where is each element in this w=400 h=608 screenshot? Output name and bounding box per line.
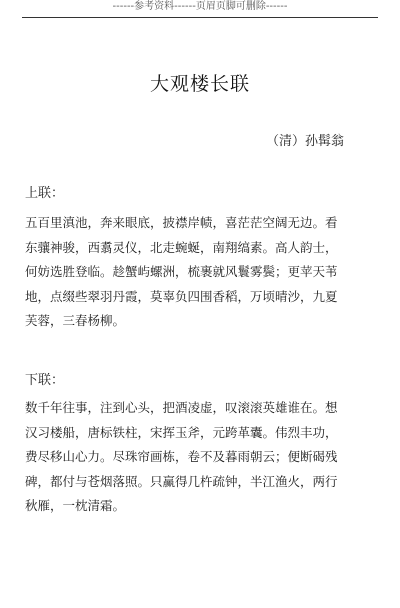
text-line: 地，点缀些翠羽丹霞，莫辜负四围香稻，万顷晴沙，九夏 [25,288,338,304]
document-author: （清）孙髯翁 [266,134,345,149]
text-line: 秋雁，一枕清霜。 [25,498,126,513]
text-line: 芙蓉，三春杨柳。 [25,313,126,328]
page-header [0,0,400,20]
document-title: 大观楼长联 [149,73,250,95]
text-line: 东骧神骏，西翥灵仪，北走蜿蜒，南翔缟素。高人韵士， [25,239,338,255]
text-line: 碑，都付与苍烟落照。只赢得几杵疏钟，半江渔火，两行 [25,473,338,489]
section-body-upper [25,211,375,334]
text-line: 何妨选胜登临。趁蟹屿螺洲，梳裹就风鬟雾鬓；更苹天苇 [25,264,338,279]
text-line: 五百里滇池，奔来眼底，披襟岸帻，喜茫茫空阔无边。看 [25,215,338,230]
section-label-upper: 上联： [25,186,65,201]
text-line: 数千年往事，注到心头，把酒凌虚，叹滚滚英雄谁在。想 [25,400,338,415]
header-text: ------参考资料------页眉页脚可删除------ [112,1,288,12]
section-body-lower [25,396,375,519]
section-label-lower: 下联： [25,373,65,388]
text-line: 汉习楼船，唐标铁柱，宋挥玉斧，元跨革囊。伟烈丰功， [25,424,338,440]
header-divider [22,17,378,18]
text-line: 费尽移山心力。尽珠帘画栋，卷不及暮雨朝云；便断碣残 [25,449,338,464]
